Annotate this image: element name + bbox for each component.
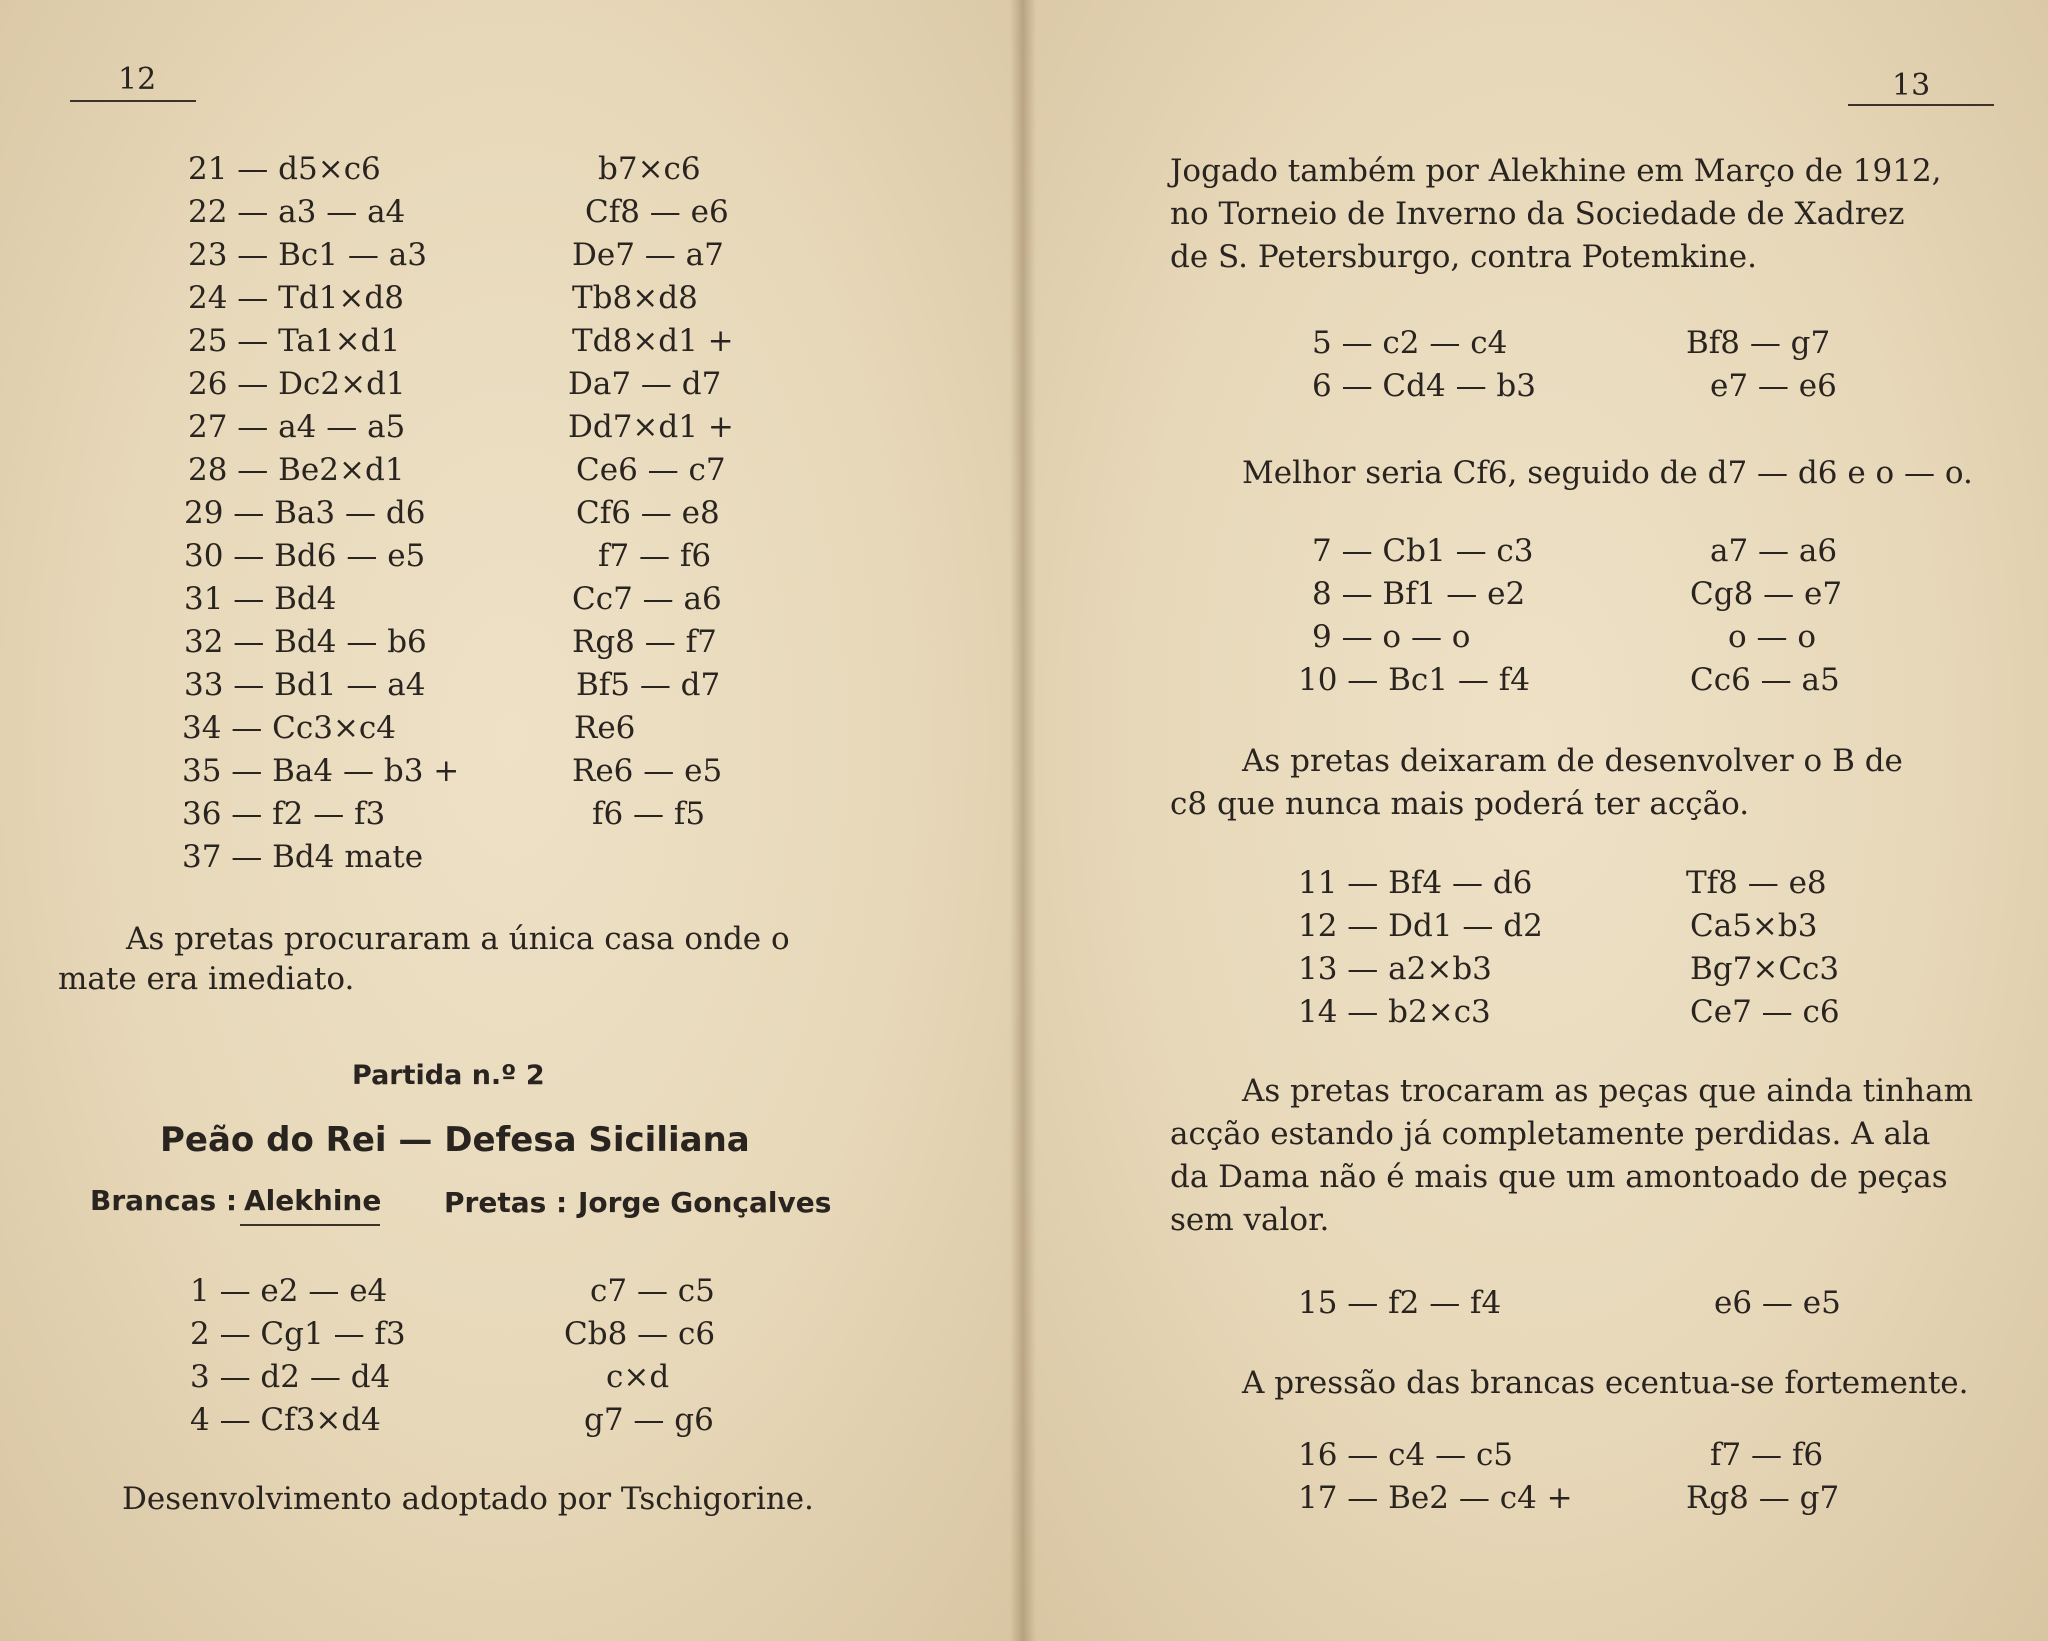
white-move: 37 — Bd4 mate — [182, 839, 424, 875]
black-move: c7 — c5 — [590, 1273, 715, 1309]
black-move: Bg7×Cc3 — [1690, 951, 1840, 987]
white-move: 26 — Dc2×d1 — [188, 366, 406, 402]
black-move: Rg8 — f7 — [572, 624, 717, 660]
black-move: Rg8 — g7 — [1686, 1480, 1840, 1516]
underline-rule — [240, 1224, 380, 1226]
black-move: Cg8 — e7 — [1690, 576, 1843, 612]
white-move: 34 — Cc3×c4 — [182, 710, 397, 746]
white-move: 2 — Cg1 — f3 — [190, 1316, 406, 1352]
white-move: 14 — b2×c3 — [1298, 994, 1491, 1030]
black-move: Da7 — d7 — [568, 366, 722, 402]
blacks-label: Pretas : — [444, 1186, 568, 1219]
note-line: As pretas procuraram a única casa onde o — [126, 921, 790, 957]
white-move: 15 — f2 — f4 — [1298, 1285, 1502, 1321]
white-move: 35 — Ba4 — b3 + — [182, 753, 460, 789]
black-move: Dd7×d1 + — [568, 409, 734, 445]
black-move: Bf8 — g7 — [1686, 325, 1831, 361]
note-line: c8 que nunca mais poderá ter acção. — [1170, 786, 1750, 822]
white-move: 36 — f2 — f3 — [182, 796, 386, 832]
black-move: o — o — [1728, 619, 1817, 655]
intro-line: de S. Petersburgo, contra Potemkine. — [1170, 239, 1758, 275]
black-move: Cc7 — a6 — [572, 581, 722, 617]
white-move: 33 — Bd1 — a4 — [184, 667, 426, 703]
white-move: 27 — a4 — a5 — [188, 409, 406, 445]
note: Melhor seria Cf6, seguido de d7 — d6 e o — o. — [1242, 455, 1973, 491]
black-move: Cf8 — e6 — [585, 194, 729, 230]
white-move: 8 — Bf1 — e2 — [1312, 576, 1526, 612]
black-move: b7×c6 — [598, 151, 701, 187]
black-move: Tf8 — e8 — [1686, 865, 1827, 901]
note-line: As pretas deixaram de desenvolver o B de — [1242, 743, 1903, 779]
white-move: 11 — Bf4 — d6 — [1298, 865, 1533, 901]
white-move: 17 — Be2 — c4 + — [1298, 1480, 1573, 1516]
white-move: 10 — Bc1 — f4 — [1298, 662, 1530, 698]
white-move: 21 — d5×c6 — [188, 151, 381, 187]
black-move: e7 — e6 — [1710, 368, 1837, 404]
black-move: f7 — f6 — [1710, 1437, 1824, 1473]
black-move: f6 — f5 — [592, 796, 706, 832]
note-line: mate era imediato. — [58, 961, 355, 997]
intro-line: Jogado também por Alekhine em Março de 1912, — [1170, 153, 1942, 189]
white-move: 31 — Bd4 — [184, 581, 337, 617]
white-move: 4 — Cf3×d4 — [190, 1402, 381, 1438]
white-move: 13 — a2×b3 — [1298, 951, 1492, 987]
header-rule — [70, 100, 196, 102]
black-move: Bf5 — d7 — [576, 667, 721, 703]
note-line: sem valor. — [1170, 1202, 1330, 1238]
white-move: 3 — d2 — d4 — [190, 1359, 391, 1395]
white-move: 24 — Td1×d8 — [188, 280, 404, 316]
opening-title: Peão do Rei — Defesa Siciliana — [160, 1120, 750, 1160]
black-move: Ce7 — c6 — [1690, 994, 1840, 1030]
white-move: 23 — Bc1 — a3 — [188, 237, 427, 273]
white-move: 22 — a3 — a4 — [188, 194, 406, 230]
note-line: da Dama não é mais que um amontoado de peças — [1170, 1159, 1948, 1195]
black-move: e6 — e5 — [1714, 1285, 1841, 1321]
left-page — [0, 0, 1022, 1641]
white-move: 1 — e2 — e4 — [190, 1273, 388, 1309]
right-page — [1022, 0, 2048, 1641]
note: A pressão das brancas ecentua-se fortemente. — [1242, 1365, 1969, 1401]
book-gutter — [1010, 0, 1036, 1641]
white-move: 7 — Cb1 — c3 — [1312, 533, 1534, 569]
white-move: 25 — Ta1×d1 — [188, 323, 401, 359]
black-move: Re6 — e5 — [572, 753, 723, 789]
black-move: Re6 — [574, 710, 636, 746]
black-move: a7 — a6 — [1710, 533, 1838, 569]
white-move: 30 — Bd6 — e5 — [184, 538, 426, 574]
white-move: 9 — o — o — [1312, 619, 1471, 655]
white-move: 5 — c2 — c4 — [1312, 325, 1508, 361]
intro-line: no Torneio de Inverno da Sociedade de Xadrez — [1170, 196, 1905, 232]
whites-label: Brancas : — [90, 1184, 238, 1217]
game-label: Partida n.º 2 — [352, 1060, 545, 1091]
white-move: 16 — c4 — c5 — [1298, 1437, 1514, 1473]
page-number: 12 — [118, 62, 157, 97]
black-move: Cf6 — e8 — [576, 495, 720, 531]
black-move: Cc6 — a5 — [1690, 662, 1840, 698]
black-move: Cb8 — c6 — [564, 1316, 716, 1352]
black-move: Tb8×d8 — [572, 280, 698, 316]
white-move: 29 — Ba3 — d6 — [184, 495, 426, 531]
white-move: 28 — Be2×d1 — [188, 452, 405, 488]
black-move: De7 — a7 — [572, 237, 724, 273]
black-move: Td8×d1 + — [572, 323, 734, 359]
whites-name: Alekhine — [244, 1184, 382, 1217]
note-line: As pretas trocaram as peças que ainda tinham — [1242, 1073, 1973, 1109]
black-move: Ce6 — c7 — [576, 452, 726, 488]
black-move: c×d — [606, 1359, 670, 1395]
black-move: g7 — g6 — [584, 1402, 714, 1438]
white-move: 6 — Cd4 — b3 — [1312, 368, 1536, 404]
white-move: 32 — Bd4 — b6 — [184, 624, 427, 660]
footer-note: Desenvolvimento adoptado por Tschigorine. — [122, 1481, 814, 1517]
white-move: 12 — Dd1 — d2 — [1298, 908, 1543, 944]
black-move: Ca5×b3 — [1690, 908, 1818, 944]
note-line: acção estando já completamente perdidas. A ala — [1170, 1116, 1931, 1152]
page-number: 13 — [1892, 68, 1931, 103]
header-rule — [1848, 104, 1994, 106]
black-move: f7 — f6 — [598, 538, 712, 574]
blacks-name: Jorge Gonçalves — [578, 1186, 832, 1219]
